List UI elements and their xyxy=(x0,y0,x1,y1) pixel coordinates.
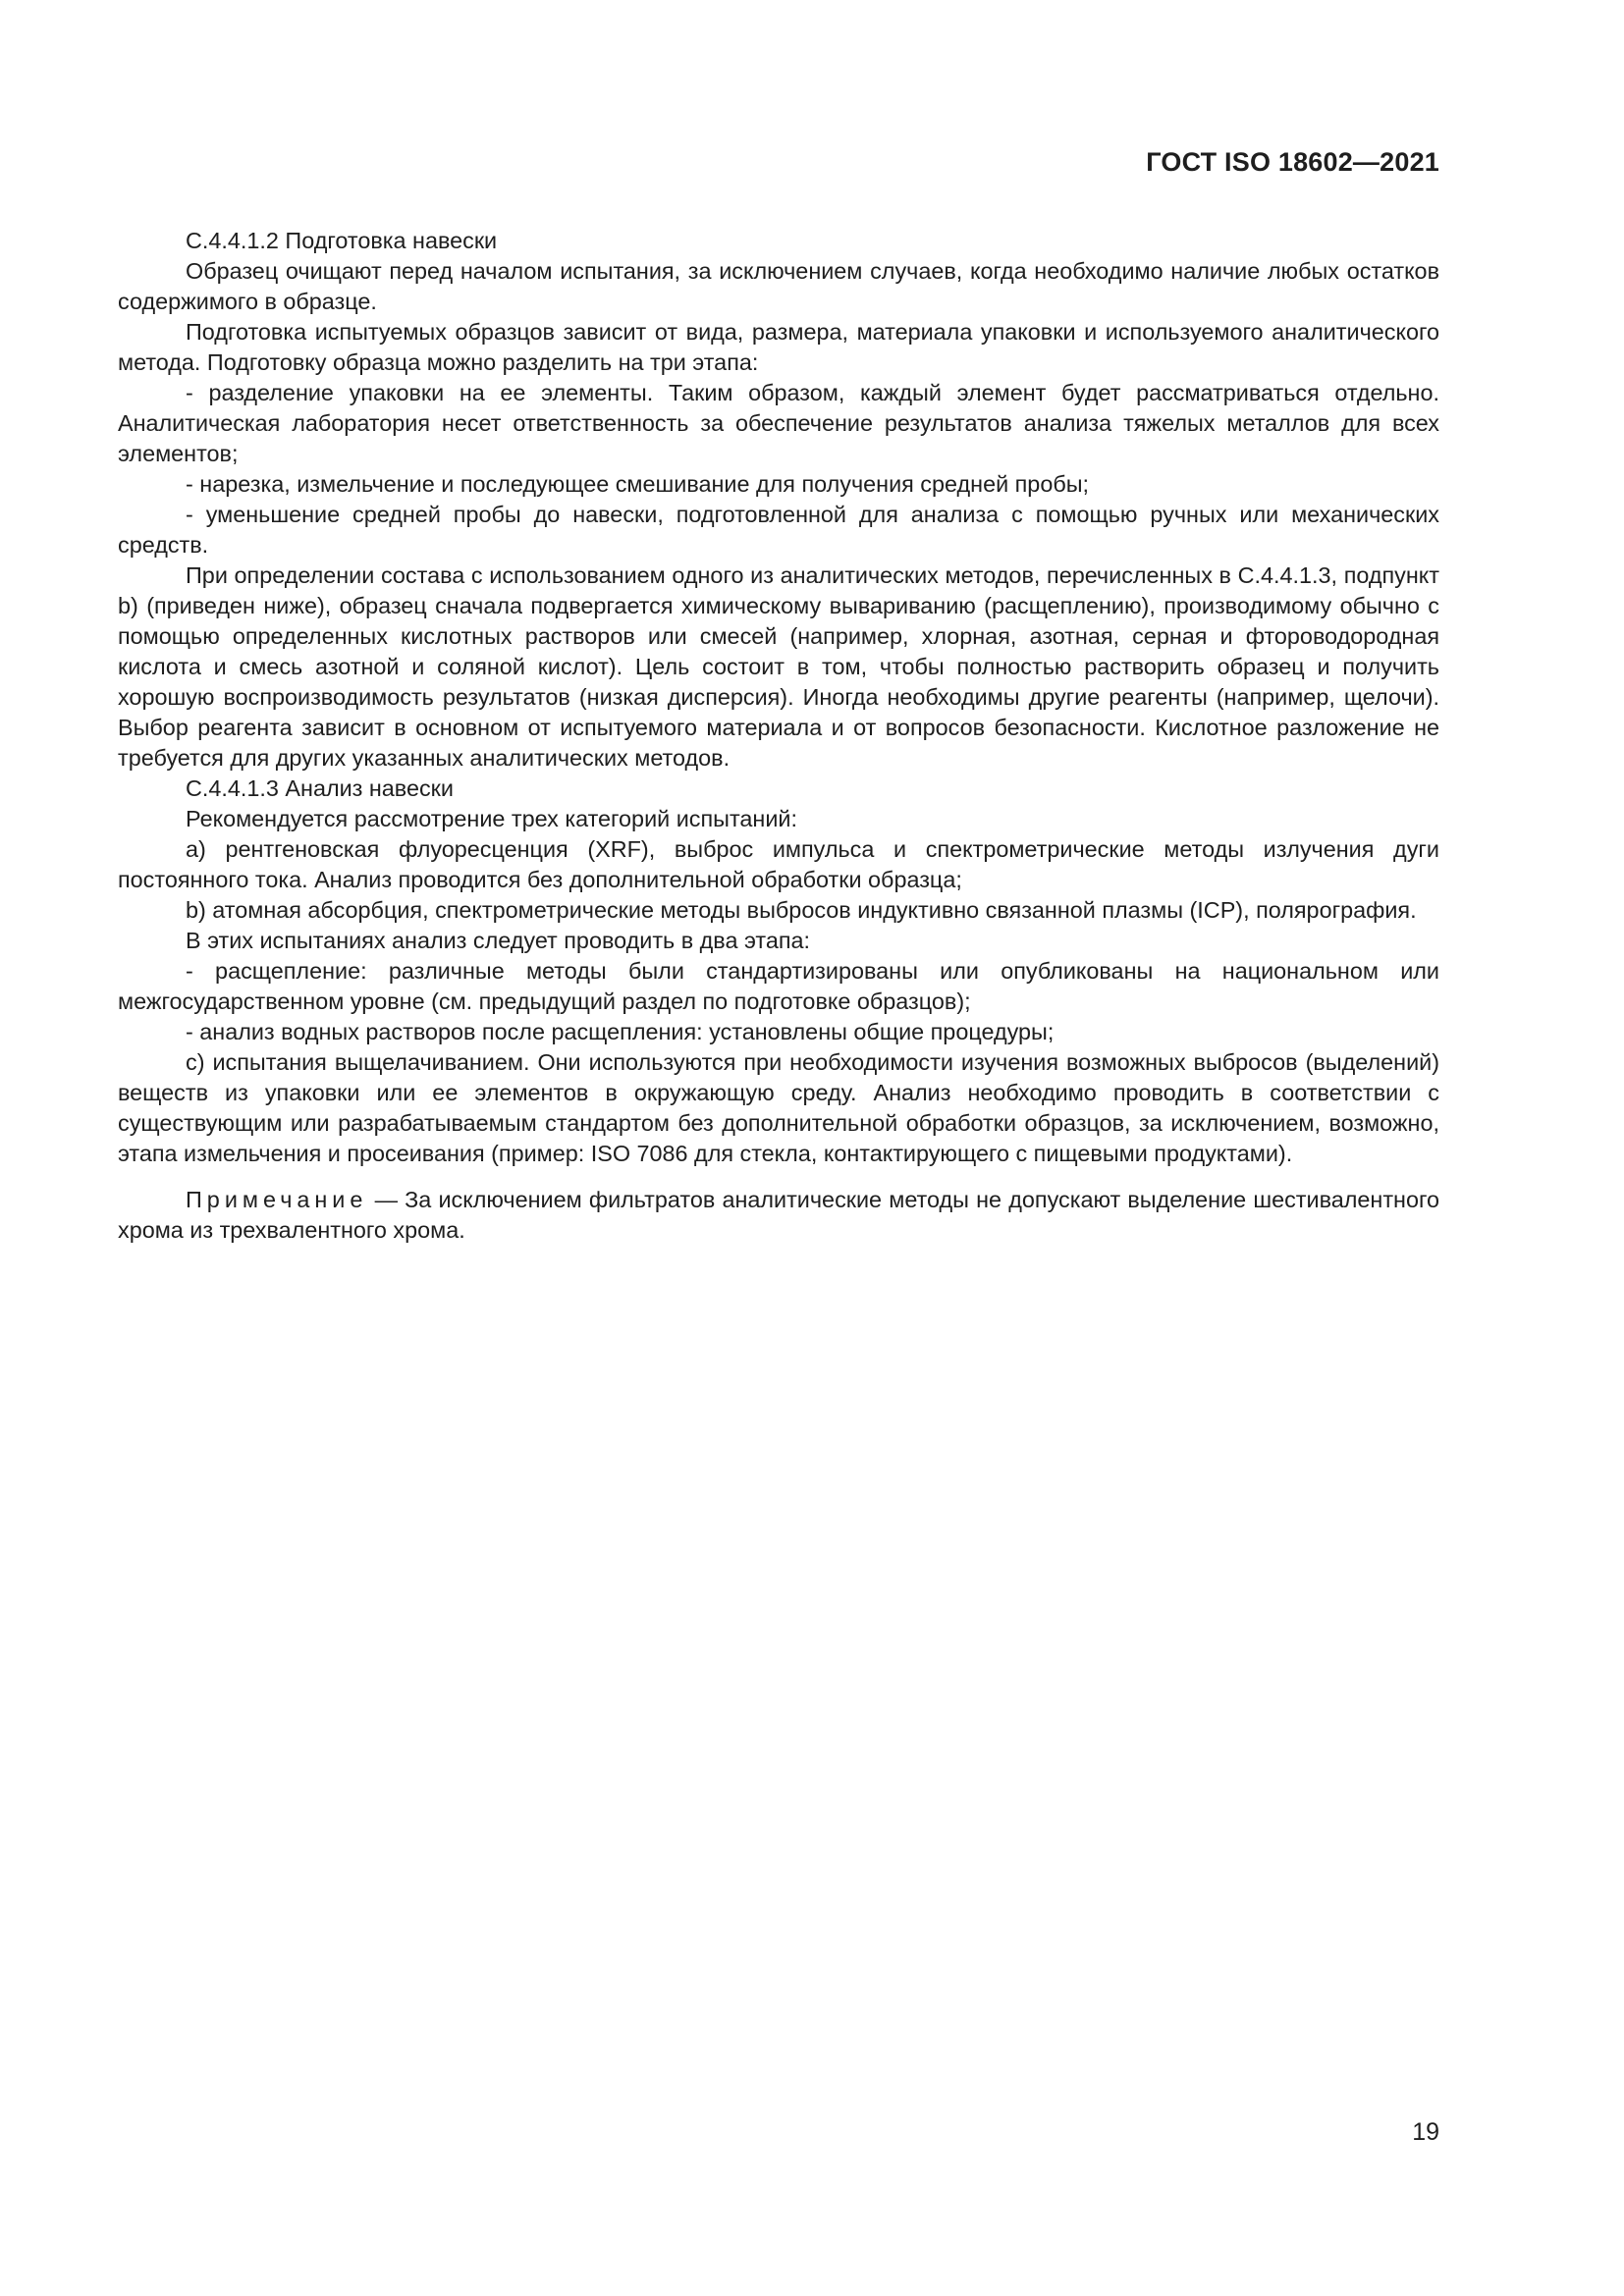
list-item: b) атомная абсорбция, спектрометрические методы выбросов индуктивно связанной плазмы (ICP), полярография. xyxy=(186,897,1417,923)
subsection-heading-c44413: С.4.4.1.3 Анализ навески xyxy=(186,775,454,801)
document-body xyxy=(118,226,1439,1246)
paragraph: При определении состава с использованием одного из аналитических методов, перечисленных в С.4.4.1.3, подпункт b) (приведен ниже), образец сначала подвергается химическому вывариванию (расщеплению), производимому обычно с помощью определенных кислотных растворов или смесей (например, хлорная, азотная, серная и фтороводородная кислота и смесь азотной и соляной кислот). Цель состоит в том, чтобы полностью растворить образец и получить хорошую воспроизводимость результатов (низкая дисперсия). Иногда необходимы другие реагенты (например, щелочи). Выбор реагента зависит в основном от испытуемого материала и от вопросов безопасности. Кислотное разложение не требуется для других указанных аналитических методов. xyxy=(118,562,1439,771)
subsection-heading-c44412: С.4.4.1.2 Подготовка навески xyxy=(186,228,498,253)
list-item: - уменьшение средней пробы до навески, подготовленной для анализа с помощью ручных или механических средств. xyxy=(118,502,1439,558)
list-item: - расщепление: различные методы были стандартизированы или опубликованы на национальном или межгосударственном уровне (см. предыдущий раздел по подготовке образцов); xyxy=(118,958,1439,1014)
list-item: a) рентгеновская флуоресценция (XRF), выброс импульса и спектрометрические методы излучения дуги постоянного тока. Анализ проводится без дополнительной обработки образца; xyxy=(118,836,1439,892)
page-number: 19 xyxy=(1412,2118,1439,2146)
document-code: ГОСТ ISO 18602—2021 xyxy=(1146,147,1439,177)
paragraph: Образец очищают перед началом испытания, за исключением случаев, когда необходимо наличие любых остатков содержимого в образце. xyxy=(118,258,1439,314)
note-text: — За исключением фильтратов аналитические методы не допускают выделение шестивалентного хрома из трехвалентного хрома. xyxy=(118,1187,1439,1243)
paragraph: В этих испытаниях анализ следует проводить в два этапа: xyxy=(186,928,811,953)
list-item: - нарезка, измельчение и последующее смешивание для получения средней пробы; xyxy=(186,471,1090,497)
note-label: Примечание xyxy=(186,1187,368,1212)
paragraph: Рекомендуется рассмотрение трех категорий испытаний: xyxy=(186,806,797,831)
list-item: - разделение упаковки на ее элементы. Таким образом, каждый элемент будет рассматриваться отдельно. Аналитическая лаборатория несет ответственность за обеспечение результатов анализа тяжелых металлов для всех элементов; xyxy=(118,380,1439,466)
list-item: c) испытания выщелачиванием. Они используются при необходимости изучения возможных выбросов (выделений) веществ из упаковки или ее элементов в окружающую среду. Анализ необходимо проводить в соответствии с существующим или разрабатываемым стандартом без дополнительной обработки образцов, за исключением, возможно, этапа измельчения и просеивания (пример: ISO 7086 для стекла, контактирующего с пищевыми продуктами). xyxy=(118,1049,1439,1166)
note xyxy=(118,1185,1439,1246)
list-item: - анализ водных растворов после расщепления: установлены общие процедуры; xyxy=(186,1019,1055,1044)
paragraph: Подготовка испытуемых образцов зависит от вида, размера, материала упаковки и используемого аналитического метода. Подготовку образца можно разделить на три этапа: xyxy=(118,319,1439,375)
